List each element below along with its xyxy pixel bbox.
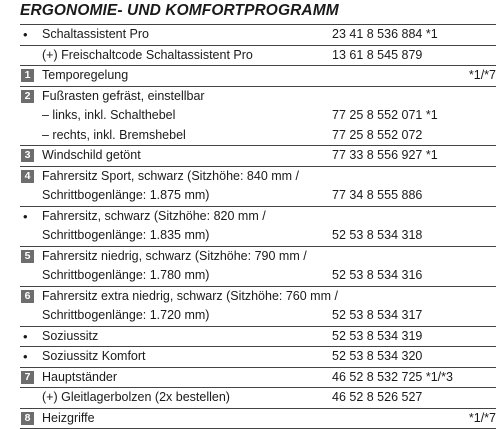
part-number: 52 53 8 534 320 bbox=[332, 347, 422, 367]
number-badge bbox=[20, 368, 36, 388]
part-number: 23 41 8 536 884 *1 bbox=[332, 25, 438, 45]
number-badge bbox=[20, 87, 36, 107]
page-title: ERGONOMIE- UND KOMFORTPROGRAMM bbox=[20, 2, 339, 20]
item-description: Schrittbogenlänge: 1.875 mm) bbox=[42, 186, 209, 206]
item-description: Fahrersitz niedrig, schwarz (Sitzhöhe: 790 mm / bbox=[42, 247, 307, 267]
row-line bbox=[20, 25, 496, 45]
row-line bbox=[20, 327, 496, 347]
part-number: 77 25 8 552 071 *1 bbox=[332, 106, 438, 126]
row-line bbox=[20, 46, 496, 66]
item-description: Fahrersitz Sport, schwarz (Sitzhöhe: 840 mm / bbox=[42, 167, 299, 187]
number-badge-label: 4 bbox=[21, 170, 34, 183]
item-description: Soziussitz Komfort bbox=[42, 347, 146, 367]
number-badge bbox=[20, 167, 36, 187]
row-line bbox=[20, 368, 496, 388]
part-number: 46 52 8 532 725 *1/*3 bbox=[332, 368, 453, 388]
bullet-marker bbox=[20, 347, 36, 367]
table-row bbox=[20, 327, 496, 348]
number-badge-label: 2 bbox=[21, 90, 34, 103]
item-description: Soziussitz bbox=[42, 327, 98, 347]
bullet-marker bbox=[20, 327, 36, 347]
item-description: Schaltassistent Pro bbox=[42, 25, 149, 45]
row-line bbox=[20, 287, 496, 307]
item-description: Schrittbogenlänge: 1.780 mm) bbox=[42, 266, 209, 286]
table-row bbox=[20, 207, 496, 247]
part-number: 77 25 8 552 072 bbox=[332, 126, 422, 146]
row-line bbox=[20, 266, 496, 286]
accessory-table bbox=[20, 24, 496, 429]
item-description: Fahrersitz, schwarz (Sitzhöhe: 820 mm / bbox=[42, 207, 266, 227]
item-description: Heizgriffe bbox=[42, 409, 95, 429]
row-line bbox=[20, 409, 496, 429]
bullet-marker bbox=[20, 25, 36, 45]
row-line bbox=[20, 247, 496, 267]
bullet-marker bbox=[20, 207, 36, 227]
item-description: Temporegelung bbox=[42, 66, 128, 86]
item-description: – links, inkl. Schalthebel bbox=[42, 106, 175, 126]
row-line bbox=[20, 207, 496, 227]
item-description: Schrittbogenlänge: 1.835 mm) bbox=[42, 226, 209, 246]
table-row bbox=[20, 25, 496, 46]
row-line bbox=[20, 226, 496, 246]
number-badge-label: 5 bbox=[21, 250, 34, 263]
part-number: 52 53 8 534 319 bbox=[332, 327, 422, 347]
table-row bbox=[20, 247, 496, 287]
table-row bbox=[20, 287, 496, 327]
item-description: Fahrersitz extra niedrig, schwarz (Sitzhöhe: 760 mm / bbox=[42, 287, 338, 307]
footnote-marker: *1/*7 bbox=[469, 409, 496, 429]
part-number: 52 53 8 534 318 bbox=[332, 226, 422, 246]
number-badge-label: 1 bbox=[21, 69, 34, 82]
number-badge bbox=[20, 66, 36, 86]
part-number: 77 33 8 556 927 *1 bbox=[332, 146, 438, 166]
table-row bbox=[20, 388, 496, 409]
number-badge-label: 7 bbox=[21, 371, 34, 384]
item-description: (+) Freischaltcode Schaltassistent Pro bbox=[42, 46, 253, 66]
number-badge bbox=[20, 287, 36, 307]
number-badge-label: 8 bbox=[21, 412, 34, 425]
row-line bbox=[20, 186, 496, 206]
number-badge bbox=[20, 146, 36, 166]
item-description: Schrittbogenlänge: 1.720 mm) bbox=[42, 306, 209, 326]
row-line bbox=[20, 388, 496, 408]
number-badge bbox=[20, 409, 36, 429]
row-line bbox=[20, 167, 496, 187]
row-line bbox=[20, 306, 496, 326]
number-badge-label: 6 bbox=[21, 290, 34, 303]
table-row bbox=[20, 46, 496, 67]
row-line bbox=[20, 146, 496, 166]
row-line bbox=[20, 347, 496, 367]
row-line bbox=[20, 106, 496, 126]
item-description: Fußrasten gefräst, einstellbar bbox=[42, 87, 205, 107]
part-number: 77 34 8 555 886 bbox=[332, 186, 422, 206]
row-line bbox=[20, 66, 496, 86]
part-number: 52 53 8 534 317 bbox=[332, 306, 422, 326]
row-line bbox=[20, 87, 496, 107]
item-description: (+) Gleitlagerbolzen (2x bestellen) bbox=[42, 388, 230, 408]
footnote-marker: *1/*7 bbox=[469, 66, 496, 86]
table-row bbox=[20, 368, 496, 389]
table-row bbox=[20, 87, 496, 147]
part-number: 46 52 8 526 527 bbox=[332, 388, 422, 408]
part-number: 13 61 8 545 879 bbox=[332, 46, 422, 66]
number-badge bbox=[20, 247, 36, 267]
table-row bbox=[20, 409, 496, 429]
item-description: – rechts, inkl. Bremshebel bbox=[42, 126, 186, 146]
number-badge-label: 3 bbox=[21, 149, 34, 162]
item-description: Hauptständer bbox=[42, 368, 117, 388]
table-row bbox=[20, 66, 496, 87]
item-description: Windschild getönt bbox=[42, 146, 141, 166]
table-row bbox=[20, 146, 496, 167]
table-row bbox=[20, 167, 496, 207]
part-number: 52 53 8 534 316 bbox=[332, 266, 422, 286]
table-row bbox=[20, 347, 496, 368]
row-line bbox=[20, 126, 496, 146]
